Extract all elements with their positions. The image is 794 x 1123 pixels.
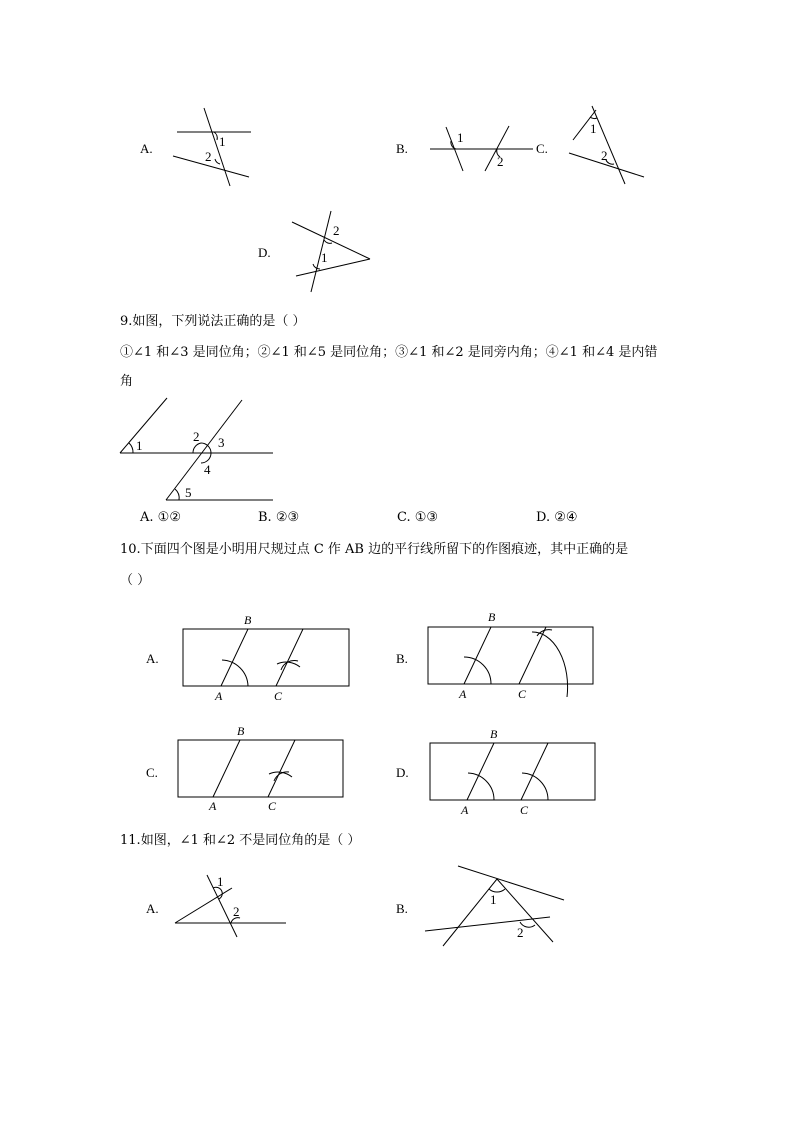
q8-a-angle-1: 1 bbox=[219, 134, 226, 149]
q11-stem-text: 如图，∠1 和∠2 不是同位角的是（ ） bbox=[140, 833, 361, 848]
q8-b-angle-1: 1 bbox=[457, 130, 464, 145]
q10-stem-line2: （ ） bbox=[120, 573, 151, 588]
q9-label-2: 2 bbox=[193, 429, 200, 444]
q11-option-b-letter: B. bbox=[396, 901, 408, 916]
q10-number: 10. bbox=[120, 542, 141, 557]
q10-c-label-a: A bbox=[209, 799, 217, 813]
q11-number: 11. bbox=[120, 833, 141, 848]
q10-b-label-b: B bbox=[488, 610, 496, 624]
q9-choice-b[interactable]: B. ②③ bbox=[258, 510, 300, 525]
q8-d-angle-2: 2 bbox=[333, 223, 340, 238]
q10-b-label-c: C bbox=[518, 687, 527, 701]
q9-label-3: 3 bbox=[218, 435, 225, 450]
q9-number: 9. bbox=[120, 314, 133, 329]
q11-b-angle-2: 2 bbox=[517, 925, 524, 940]
q11-b-angle-1: 1 bbox=[490, 892, 497, 907]
q8-option-d-letter: D. bbox=[258, 245, 271, 260]
q10-option-d-letter: D. bbox=[396, 765, 409, 780]
q9-statements-line2: 角 bbox=[120, 374, 134, 389]
q9-stem-text: 如图，下列说法正确的是（ ） bbox=[132, 314, 306, 329]
q8-c-angle-2: 2 bbox=[601, 148, 608, 163]
q10-stem-text: 下面四个图是小明用尺规过点 C 作 AB 边的平行线所留下的作图痕迹，其中正确的是 bbox=[140, 542, 629, 557]
q10-d-label-c: C bbox=[520, 803, 529, 817]
q11-option-a-letter: A. bbox=[146, 901, 159, 916]
q9-label-5: 5 bbox=[185, 485, 192, 500]
q9-choice-c[interactable]: C. ①③ bbox=[397, 510, 439, 525]
q10-option-b-letter: B. bbox=[396, 651, 408, 666]
q11-a-angle-1: 1 bbox=[217, 874, 224, 889]
q8-d-angle-1: 1 bbox=[321, 250, 328, 265]
q8-option-b-letter: B. bbox=[396, 141, 408, 156]
q10-d-label-a: A bbox=[461, 803, 469, 817]
q10-option-c-letter: C. bbox=[146, 765, 158, 780]
q10-c-label-b: B bbox=[237, 724, 245, 738]
q8-c-angle-1: 1 bbox=[590, 121, 597, 136]
q9-choice-a[interactable]: A. ①② bbox=[140, 510, 181, 525]
q10-a-label-c: C bbox=[274, 689, 283, 703]
q8-b-angle-2: 2 bbox=[497, 154, 504, 169]
q10-a-label-b: B bbox=[244, 613, 252, 627]
q9-label-1: 1 bbox=[136, 438, 143, 453]
q9-label-4: 4 bbox=[204, 462, 211, 477]
q8-option-a-letter: A. bbox=[140, 141, 153, 156]
q10-b-label-a: A bbox=[459, 687, 467, 701]
q8-a-angle-2: 2 bbox=[205, 149, 212, 164]
q10-c-label-c: C bbox=[268, 799, 277, 813]
q9-choice-d[interactable]: D. ②④ bbox=[536, 510, 578, 525]
q10-a-label-a: A bbox=[215, 689, 223, 703]
q11-a-angle-2: 2 bbox=[233, 904, 240, 919]
q8-option-c-letter: C. bbox=[536, 141, 548, 156]
q9-statements-line1: ①∠1 和∠3 是同位角；②∠1 和∠5 是同位角；③∠1 和∠2 是同旁内角；④∠1 和∠4 是内错 bbox=[120, 345, 658, 360]
q10-d-label-b: B bbox=[490, 727, 498, 741]
q10-option-a-letter: A. bbox=[146, 651, 159, 666]
